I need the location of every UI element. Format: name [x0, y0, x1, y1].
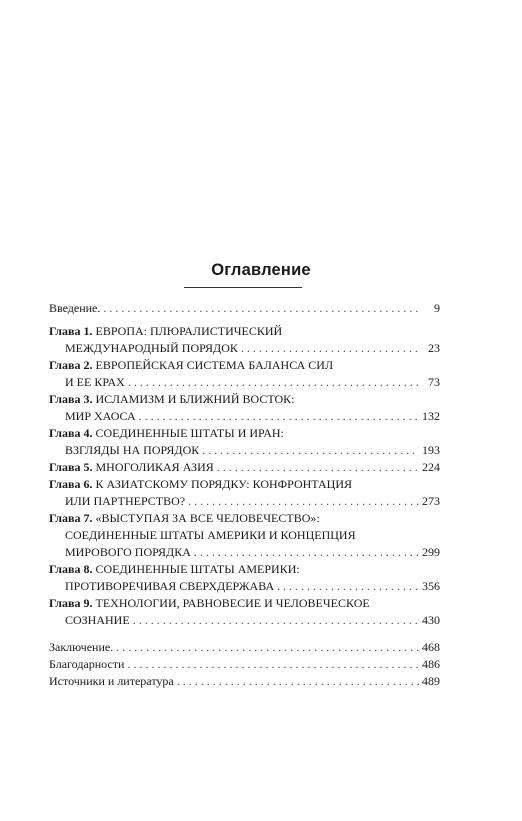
toc-line — [49, 459, 440, 476]
toc-entry-text: Введение. — [49, 301, 101, 315]
table-of-contents — [49, 300, 440, 690]
dot-leader — [116, 639, 419, 656]
toc-line — [49, 673, 440, 690]
dot-leader — [188, 493, 419, 510]
toc-entry-text: ТЕХНОЛОГИИ, РАВНОВЕСИЕ И ЧЕЛОВЕЧЕСКОЕ — [95, 596, 370, 610]
toc-line — [49, 357, 440, 374]
toc-entry-text: ЕВРОПЕЙСКАЯ СИСТЕМА БАЛАНСА СИЛ — [95, 358, 334, 372]
toc-entry[interactable] — [49, 323, 440, 357]
page-number: 193 — [422, 443, 440, 457]
toc-line — [49, 612, 440, 629]
chapter-label: Глава 7. — [49, 511, 93, 525]
toc-entry[interactable] — [49, 476, 440, 510]
toc-line — [49, 374, 440, 391]
toc-line — [49, 639, 440, 656]
chapter-label: Глава 9. — [49, 596, 93, 610]
page-number: 23 — [428, 341, 440, 355]
toc-entry-text: И ЕЕ КРАХ — [65, 375, 125, 389]
toc-line — [49, 578, 440, 595]
page-number: 73 — [428, 375, 440, 389]
chapter-label: Глава 5. — [49, 460, 93, 474]
toc-entry[interactable] — [49, 595, 440, 629]
toc-entry-text: ИЛИ ПАРТНЕРСТВО? — [65, 494, 186, 508]
chapter-label: Глава 2. — [49, 358, 93, 372]
toc-entry[interactable] — [49, 673, 440, 690]
chapter-label: Глава 3. — [49, 392, 93, 406]
dot-leader — [128, 374, 421, 391]
toc-line — [49, 544, 440, 561]
toc-entry-text: Источники и литература — [49, 674, 174, 688]
toc-line — [49, 476, 440, 493]
dot-leader — [217, 459, 419, 476]
toc-entry[interactable] — [49, 561, 440, 595]
page-title: Оглавление — [211, 261, 311, 279]
toc-entry[interactable] — [49, 459, 440, 476]
toc-entry-text: Благодарности — [49, 657, 125, 671]
page-number: 224 — [422, 460, 440, 474]
dot-leader — [241, 340, 421, 357]
chapter-label: Глава 8. — [49, 562, 93, 576]
dot-leader — [103, 300, 421, 317]
toc-line — [49, 340, 440, 357]
toc-line — [49, 656, 440, 673]
toc-entry-text: МИР ХАОСА — [65, 409, 136, 423]
page-number: 273 — [422, 494, 440, 508]
toc-entry-text: СОЕДИНЕННЫЕ ШТАТЫ АМЕРИКИ И КОНЦЕПЦИЯ — [65, 528, 356, 542]
page-number: 468 — [422, 640, 440, 654]
toc-entry[interactable] — [49, 656, 440, 673]
toc-entry[interactable] — [49, 639, 440, 656]
toc-line — [49, 323, 440, 340]
toc-entry-text: ИСЛАМИЗМ И БЛИЖНИЙ ВОСТОК: — [95, 392, 295, 406]
toc-entry[interactable] — [49, 391, 440, 425]
toc-entry[interactable] — [49, 357, 440, 391]
page-number: 356 — [422, 579, 440, 593]
toc-line — [49, 425, 440, 442]
toc-entry-text: МИРОВОГО ПОРЯДКА — [65, 545, 191, 559]
toc-line — [49, 595, 440, 612]
toc-line — [49, 493, 440, 510]
toc-entry-text: Заключение. — [49, 640, 114, 654]
toc-entry-text: СОЗНАНИЕ — [65, 613, 130, 627]
page-number: 489 — [422, 674, 440, 688]
toc-entry[interactable] — [49, 425, 440, 459]
chapter-label: Глава 1. — [49, 324, 93, 338]
toc-entry[interactable] — [49, 510, 440, 561]
toc-entry-text: ВЗГЛЯДЫ НА ПОРЯДОК — [65, 443, 200, 457]
page-number: 430 — [422, 613, 440, 627]
dot-leader — [177, 673, 419, 690]
toc-entry-text: ЕВРОПА: ПЛЮРАЛИСТИЧЕСКИЙ — [95, 324, 283, 338]
toc-entry-text: СОЕДИНЕННЫЕ ШТАТЫ АМЕРИКИ: — [95, 562, 300, 576]
dot-leader — [139, 408, 419, 425]
page-number: 486 — [422, 657, 440, 671]
page-number: 9 — [434, 301, 440, 315]
chapter-label: Глава 4. — [49, 426, 93, 440]
page-number: 132 — [422, 409, 440, 423]
toc-line — [49, 408, 440, 425]
page-number: 299 — [422, 545, 440, 559]
dot-leader — [202, 442, 419, 459]
dot-leader — [127, 656, 419, 673]
toc-line — [49, 391, 440, 408]
toc-line — [49, 527, 440, 544]
toc-entry-text: СОЕДИНЕННЫЕ ШТАТЫ И ИРАН: — [95, 426, 284, 440]
chapter-label: Глава 6. — [49, 477, 93, 491]
toc-entry-text: К АЗИАТСКОМУ ПОРЯДКУ: КОНФРОНТАЦИЯ — [95, 477, 353, 491]
toc-entry[interactable] — [49, 300, 440, 317]
toc-line — [49, 510, 440, 527]
toc-line — [49, 442, 440, 459]
toc-line — [49, 561, 440, 578]
dot-leader — [277, 578, 419, 595]
toc-entry-text: «ВЫСТУПАЯ ЗА ВСЕ ЧЕЛОВЕЧЕСТВО»: — [95, 511, 320, 525]
toc-line — [49, 300, 440, 317]
dot-leader — [194, 544, 419, 561]
toc-entry-text: МНОГОЛИКАЯ АЗИЯ — [95, 460, 214, 474]
title-underline — [184, 287, 302, 288]
dot-leader — [133, 612, 419, 629]
toc-entry-text: МЕЖДУНАРОДНЫЙ ПОРЯДОК — [65, 341, 238, 355]
toc-entry-text: ПРОТИВОРЕЧИВАЯ СВЕРХДЕРЖАВА — [65, 579, 275, 593]
